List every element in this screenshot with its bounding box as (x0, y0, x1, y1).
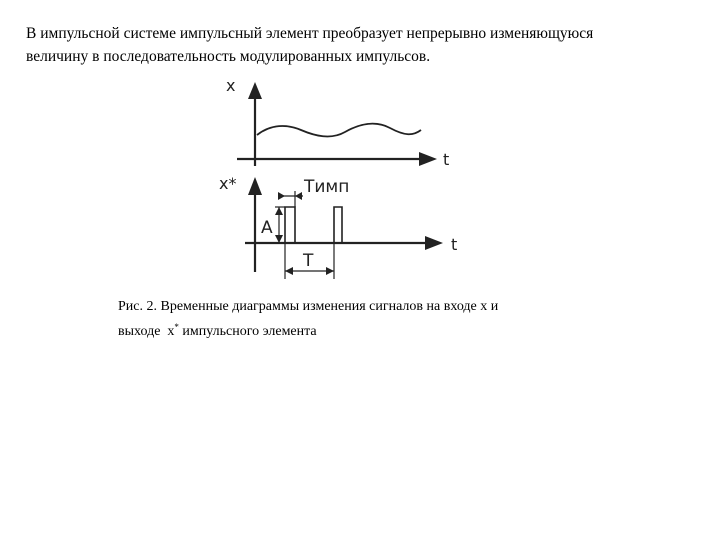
caption-superscript: * (174, 322, 179, 332)
caption-line-2-end: импульсного элемента (178, 324, 317, 339)
body-text-line-1: В импульсной системе импульсный элемент преобразует непрерывно изменяющуюся (26, 25, 594, 42)
pulse-width-arrow-right (295, 192, 302, 200)
caption-line-2 (118, 317, 588, 342)
top-t-axis-label: t (443, 150, 450, 169)
bottom-t-axis-arrow (425, 236, 443, 250)
timing-diagram-svg (205, 74, 495, 284)
pulse-width-arrow-left (278, 192, 285, 200)
top-t-axis-arrow (419, 152, 437, 166)
figure-caption (118, 297, 588, 342)
continuous-signal-wave (257, 124, 421, 137)
caption-line-2-start: выходе x (118, 324, 175, 339)
pulse-width-label: Tимп (304, 177, 350, 197)
period-label: T (303, 251, 314, 271)
amplitude-arrow-down (275, 235, 283, 243)
bottom-t-axis-label: t (451, 235, 458, 254)
amplitude-arrow-up (275, 207, 283, 215)
body-text-line-2: величину в последовательность модулированных импульсов. (26, 48, 431, 65)
bottom-y-axis-label: x* (219, 174, 237, 193)
timing-diagram (205, 74, 495, 284)
period-arrow-left (285, 267, 293, 275)
body-text (26, 22, 706, 68)
pulse-1 (285, 207, 295, 243)
pulse-2 (334, 207, 342, 243)
top-y-axis-arrow (248, 82, 262, 99)
amplitude-label: A (261, 218, 273, 238)
bottom-y-axis-arrow (248, 177, 262, 195)
top-y-axis-label: x (226, 76, 236, 95)
period-arrow-right (326, 267, 334, 275)
caption-line-1: Рис. 2. Временные диаграммы изменения сигналов на входе x и (118, 299, 499, 314)
